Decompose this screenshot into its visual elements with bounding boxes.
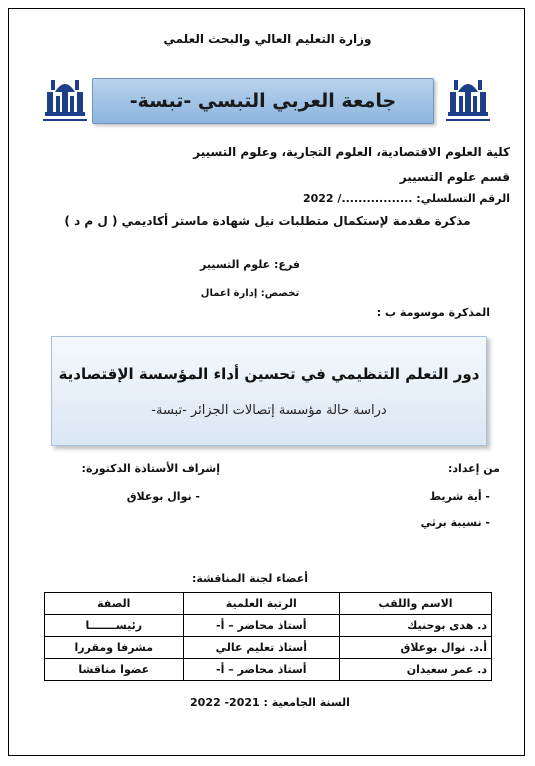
table-row [45, 637, 492, 659]
ministry-name: وزارة التعليم العالي والبحث العلمي [163, 32, 372, 46]
header-name: الاسم واللقب [340, 593, 492, 615]
supervisor-name: - نوال بوعلاق [126, 490, 200, 503]
table-row [45, 615, 492, 637]
member-rank: أستاذ محاضر – أ- [183, 615, 339, 637]
student-2: - نسيبة برثي [420, 516, 490, 529]
header-rank: الرتبة العلمية [183, 593, 339, 615]
branch: فرع: علوم التسيير [200, 258, 300, 271]
titled-label: المذكرة موسومة ب : [376, 306, 490, 319]
thesis-title: دور التعلم التنظيمي في تحسين أداء المؤسسة الإقتصادية [58, 365, 480, 383]
prepared-by-label: من إعداد: [448, 462, 500, 475]
member-name: أ.د. نوال بوعلاق [340, 637, 492, 659]
thesis-title-box [51, 336, 487, 446]
university-name: جامعة العربي التبسي -تبسة- [129, 90, 397, 112]
faculty-name: كلية العلوم الاقتصادية، العلوم التجارية، وعلوم التسيير [193, 145, 510, 159]
supervisor-label: إشراف الأستاذة الدكتورة: [81, 462, 220, 475]
serial-number: الرقم التسلسلي: ................./ 2022 [302, 192, 510, 205]
thesis-subtitle: دراسة حالة مؤسسة إتصالات الجزائر -تبسة- [151, 403, 387, 418]
committee-label: أعضاء لجنة المناقشة: [191, 572, 309, 585]
thesis-note: مذكرة مقدمة لإستكمال متطلبات نيل شهادة ماستر أكاديمي ( ل م د ) [64, 214, 471, 228]
student-1: - أية شريط [429, 490, 490, 503]
member-rank: أستاذ محاضر – أ- [183, 659, 339, 681]
table-header-row [45, 593, 492, 615]
member-role: مشرفا ومقررا [45, 637, 184, 659]
member-role: رئيســـــــا [45, 615, 184, 637]
university-logo-right-icon [440, 72, 496, 128]
member-name: د. هدى بوحنيك [340, 615, 492, 637]
university-logo-left-icon [37, 72, 93, 128]
academic-year: السنة الجامعية : 2021- 2022 [190, 696, 350, 709]
department-name: قسم علوم التسيير [399, 170, 510, 184]
member-name: د. عمر سعيدان [340, 659, 492, 681]
table-row [45, 659, 492, 681]
university-banner [92, 78, 434, 124]
member-role: عضوا مناقشا [45, 659, 184, 681]
member-rank: أستاذ تعليم عالي [183, 637, 339, 659]
committee-table [44, 592, 492, 681]
header-role: الصفة [45, 593, 184, 615]
specialty: تخصص: إدارة اعمال [200, 288, 300, 299]
